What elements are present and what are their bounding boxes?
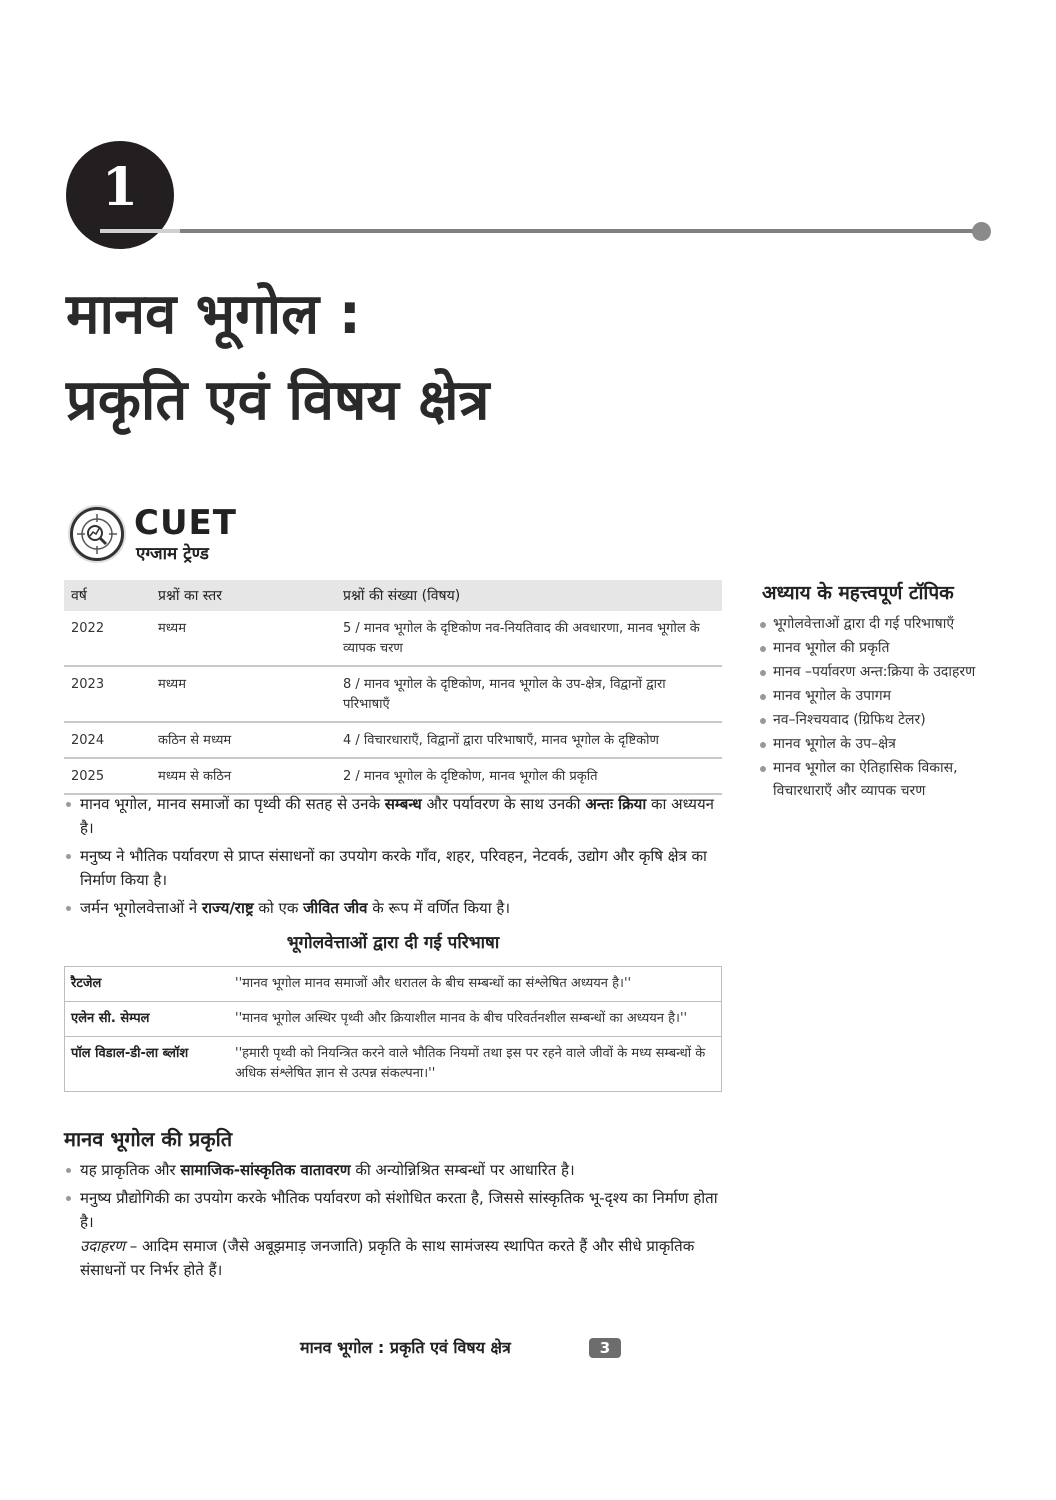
bold-term: सम्बन्ध <box>384 795 422 813</box>
cell-questions: 4 / विचारधाराएँ, विद्वानों द्वारा परिभाषाएँ, मानव भूगोल के दृष्टिकोण <box>336 722 722 758</box>
running-footer-title: मानव भूगोल : प्रकृति एवं विषय क्षेत्र <box>300 1338 511 1357</box>
topic-item: मानव –पर्यावरण अन्त:क्रिया के उदाहरण <box>758 661 1008 684</box>
bold-term: सामाजिक-सांस्कृतिक वातावरण <box>180 1161 351 1179</box>
text: मनुष्य प्रौद्योगिकी का उपयोग करके भौतिक पर्यावरण को संशोधित करता है, जिससे सांस्कृतिक भू-दृश्य का निर्माण होता है। <box>80 1189 718 1231</box>
definition-row <box>65 1037 722 1092</box>
intro-bullet-list <box>64 792 724 924</box>
definition-text: ''हमारी पृथ्वी को नियन्त्रित करने वाले भौतिक नियमों तथा इस पर रहने वाले जीवों के मध्य सम्बन्धों के अधिक संश्लेषित ज्ञान से उत्पन्न संकल्पना।'' <box>229 1037 722 1092</box>
text: मनुष्य ने भौतिक पर्यावरण से प्राप्त संसाधनों का उपयोग करके गाँव, शहर, परिवहन, नेटवर्क, उद्योग और कृषि क्षेत्र का निर्माण किया है। <box>80 847 707 889</box>
text: यह प्राकृतिक और <box>80 1161 181 1179</box>
page-number: 3 <box>589 1338 621 1358</box>
topic-item: भूगोलवेत्ताओं द्वारा दी गई परिभाषाएँ <box>758 613 1008 636</box>
exam-trend-logo-icon <box>70 507 124 561</box>
chapter-title-line2: प्रकृति एवं विषय क्षेत्र <box>66 368 490 433</box>
column-header-level: प्रश्नों का स्तर <box>151 580 336 611</box>
cell-year: 2022 <box>64 611 151 666</box>
important-topics-list <box>758 613 1008 804</box>
cell-questions: 5 / मानव भूगोल के दृष्टिकोण नव-नियतिवाद की अवधारणा, मानव भूगोल के व्यापक चरण <box>336 611 722 666</box>
geographer-name: पॉल विडाल-डी-ला ब्लॉश <box>65 1037 230 1092</box>
bold-term: अन्तः क्रिया <box>585 795 647 813</box>
topic-item: मानव भूगोल का ऐतिहासिक विकास, विचारधाराएँ और व्यापक चरण <box>758 757 1008 803</box>
topic-item: मानव भूगोल के उपागम <box>758 685 1008 708</box>
table-row <box>64 722 722 758</box>
definition-text: ''मानव भूगोल अस्थिर पृथ्वी और क्रियाशील मानव के बीच परिवर्तनशील सम्बन्धों का अध्ययन है।'' <box>229 1002 722 1037</box>
text: का अध्ययन है। <box>80 795 714 837</box>
chapter-number: 1 <box>101 157 139 218</box>
intro-bullet <box>64 896 724 920</box>
definitions-table <box>64 966 722 1092</box>
bold-term: जीवित जीव <box>303 899 368 917</box>
nature-bullet-list <box>64 1158 724 1286</box>
definitions-heading: भूगोलवेत्ताओं द्वारा दी गई परिभाषा <box>286 933 500 953</box>
example-label: उदाहरण <box>80 1237 126 1255</box>
header-rule-end-dot <box>972 222 991 241</box>
geographer-name: एलेन सी. सेम्पल <box>65 1002 230 1037</box>
table-header-row <box>64 580 722 611</box>
exam-trend-logo-subtitle: एग्जाम ट्रेण्ड <box>136 544 209 564</box>
intro-bullet <box>64 792 724 840</box>
bold-term: राज्य/राष्ट्र <box>202 899 254 917</box>
column-header-year: वर्ष <box>64 580 151 611</box>
table-row <box>64 666 722 722</box>
important-topics-title: अध्याय के महत्त्वपूर्ण टॉपिक <box>762 582 954 604</box>
cell-year: 2023 <box>64 666 151 722</box>
exam-trend-logo-title: CUET <box>134 503 237 543</box>
text: जर्मन भूगोलवेत्ताओं ने <box>80 899 203 917</box>
cell-questions: 8 / मानव भूगोल के दृष्टिकोण, मानव भूगोल के उप-क्षेत्र, विद्वानों द्वारा परिभाषाएँ <box>336 666 722 722</box>
intro-bullet <box>64 844 724 892</box>
cell-level: मध्यम <box>151 611 336 666</box>
topic-item: मानव भूगोल की प्रकृति <box>758 637 1008 660</box>
cell-questions: 2 / मानव भूगोल के दृष्टिकोण, मानव भूगोल की प्रकृति <box>336 758 722 794</box>
example-text: – आदिम समाज (जैसे अबूझमाड़ जनजाति) प्रकृति के साथ सामंजस्य स्थापित करते हैं और सीधे प्राकृतिक संसाधनों पर निर्भर होते हैं। <box>80 1237 695 1279</box>
table-row <box>64 611 722 666</box>
definition-text: ''मानव भूगोल मानव समाजों और धरातल के बीच सम्बन्धों का संश्लेषित अध्ययन है।'' <box>229 967 722 1002</box>
table-row <box>64 758 722 794</box>
cell-level: मध्यम <box>151 666 336 722</box>
cell-level: मध्यम से कठिन <box>151 758 336 794</box>
header-rule <box>180 229 975 233</box>
column-header-questions: प्रश्नों की संख्या (विषय) <box>336 580 722 611</box>
text: मानव भूगोल, मानव समाजों का पृथ्वी की सतह से उनके <box>80 795 385 813</box>
text: और पर्यावरण के साथ उनकी <box>421 795 586 813</box>
nature-bullet <box>64 1186 724 1282</box>
chapter-title <box>66 272 766 444</box>
cell-year: 2025 <box>64 758 151 794</box>
header-rule-highlight <box>100 229 180 233</box>
cell-level: कठिन से मध्यम <box>151 722 336 758</box>
definition-row <box>65 1002 722 1037</box>
topic-item: नव–निश्चयवाद (ग्रिफिथ टेलर) <box>758 709 1008 732</box>
nature-section-title: मानव भूगोल की प्रकृति <box>64 1127 233 1151</box>
exam-trend-table <box>64 580 722 795</box>
chapter-title-line1: मानव भूगोल : <box>66 282 361 347</box>
text: को एक <box>253 899 304 917</box>
text: की अन्योन्निश्रित सम्बन्धों पर आधारित है। <box>350 1161 575 1179</box>
nature-bullet <box>64 1158 724 1182</box>
topic-item: मानव भूगोल के उप–क्षेत्र <box>758 733 1008 756</box>
cell-year: 2024 <box>64 722 151 758</box>
definition-row <box>65 967 722 1002</box>
geographer-name: रैटजेल <box>65 967 230 1002</box>
text: के रूप में वर्णित किया है। <box>367 899 511 917</box>
